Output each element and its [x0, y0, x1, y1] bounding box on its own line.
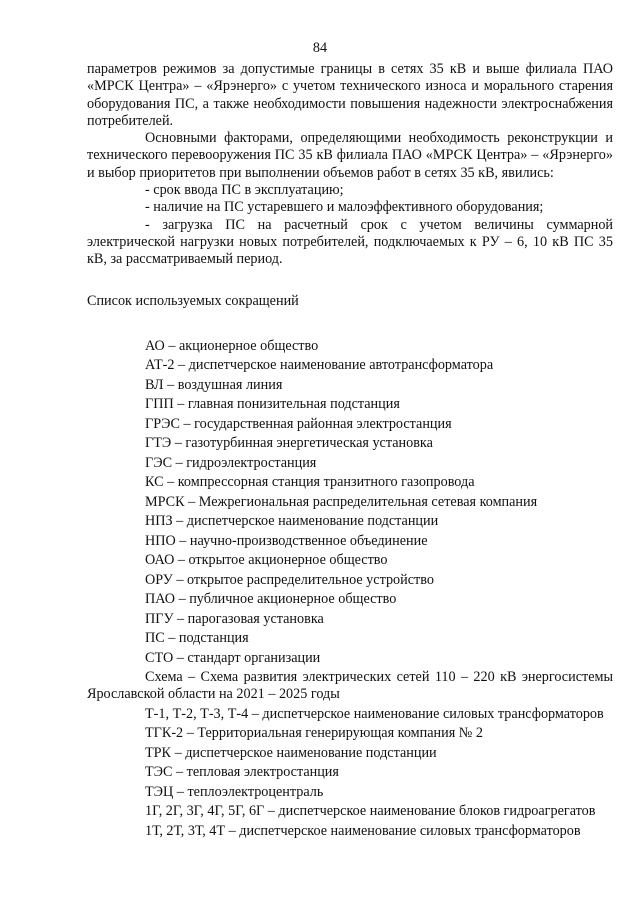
abbreviation-item: СТО – стандарт организации: [145, 649, 321, 666]
abbreviations-list: [87, 338, 613, 840]
abbreviation-item: АТ-2 – диспетчерское наименование автотрансформатора: [145, 357, 494, 374]
abbreviation-item: ГПП – главная понизительная подстанция: [145, 396, 400, 413]
paragraph-factors: Основными факторами, определяющими необходимость реконструкции и технического перевооружения ПС 35 кВ филиала ПАО «МРСК Центра» – «Ярэнерго» и выбор приоритетов при выполнении объемов работ в сетях 35 кВ, явились:: [87, 130, 613, 181]
abbreviation-item: МРСК – Межрегиональная распределительная сетевая компания: [145, 493, 538, 510]
abbreviation-item: ТЭЦ – теплоэлектроцентраль: [145, 783, 324, 800]
abbreviation-item: ТРК – диспетчерское наименование подстанции: [145, 744, 437, 761]
abbreviation-item: ГРЭС – государственная районная электростанция: [145, 415, 452, 432]
abbreviation-item: 1Г, 2Г, 3Г, 4Г, 5Г, 6Г – диспетчерское наименование блоков гидроагрегатов: [145, 803, 596, 820]
abbreviation-item: ГТЭ – газотурбинная энергетическая установка: [145, 435, 433, 452]
abbreviation-item: Т-1, Т-2, Т-3, Т-4 – диспетчерское наименование силовых трансформаторов: [145, 705, 604, 722]
abbreviation-item: КС – компрессорная станция транзитного газопровода: [145, 474, 475, 491]
abbreviation-item: НПЗ – диспетчерское наименование подстанции: [145, 513, 439, 530]
abbreviation-item: ВЛ – воздушная линия: [145, 376, 283, 393]
list-item-loading: - загрузка ПС на расчетный срок с учетом величины суммарной электрической нагрузки новых потребителей, подключаемых к РУ – 6, 10 кВ ПС 35 кВ, за рассматриваемый период.: [87, 216, 613, 268]
abbreviation-item: 1Т, 2Т, 3Т, 4Т – диспетчерское наименование силовых трансформаторов: [145, 822, 581, 839]
page-number: 84: [312, 40, 328, 56]
abbreviation-item: ОАО – открытое акционерное общество: [145, 552, 388, 569]
abbreviation-item: ТГК-2 – Территориальная генерирующая компания № 2: [145, 725, 483, 742]
abbreviation-item: ТЭС – тепловая электростанция: [145, 764, 339, 781]
abbreviation-item: ПАО – публичное акционерное общество: [145, 591, 397, 608]
abbreviations-heading: Список используемых сокращений: [87, 292, 299, 309]
abbreviation-item: Схема – Схема развития электрических сетей 110 – 220 кВ энергосистемы Ярославской области на 2021 – 2025 годы: [87, 669, 613, 703]
abbreviation-item: ПС – подстанция: [145, 630, 249, 647]
page-body: [87, 61, 613, 842]
list-item-commissioning: - срок ввода ПС в эксплуатацию;: [145, 182, 344, 199]
abbreviation-item: ПГУ – парогазовая установка: [145, 610, 324, 627]
list-item-equipment: - наличие на ПС устаревшего и малоэффективного оборудования;: [145, 199, 544, 216]
abbreviation-item: НПО – научно-производственное объединение: [145, 532, 428, 549]
abbreviation-item: ОРУ – открытое распределительное устройство: [145, 571, 434, 588]
abbreviation-item: АО – акционерное общество: [145, 337, 319, 354]
abbreviation-item: ГЭС – гидроэлектростанция: [145, 454, 317, 471]
paragraph-continuation: параметров режимов за допустимые границы в сетях 35 кВ и выше филиала ПАО «МРСК Центра» – «Ярэнерго» с учетом технического износа и морального старения оборудования ПС, а также необходимости повышения надежности электроснабжения потребителей.: [87, 61, 613, 129]
